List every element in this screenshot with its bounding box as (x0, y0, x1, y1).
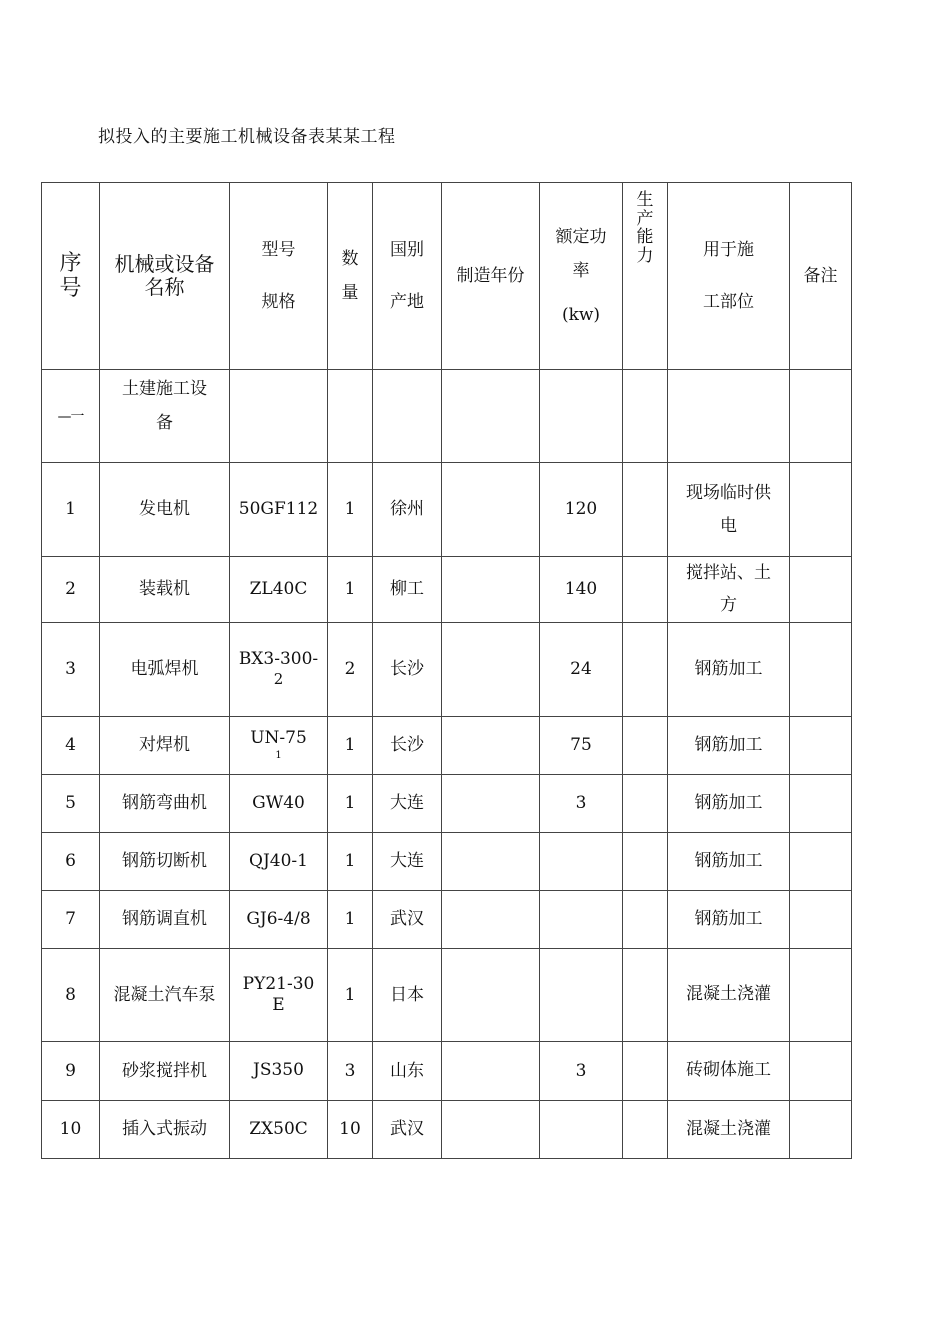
cell-remark (790, 1100, 852, 1158)
cell-remark (790, 1041, 852, 1100)
cell-no: 9 (42, 1041, 100, 1100)
table-row (42, 890, 852, 948)
cell-usage: 混凝土浇灌 (668, 948, 790, 1041)
cell-name: 装载机 (100, 557, 230, 623)
header-usage: 用于施 工部位 (668, 183, 790, 370)
cell-qty: 1 (328, 832, 373, 890)
cell-model: GW40 (230, 774, 328, 832)
cell-usage: 钢筋加工 (668, 832, 790, 890)
cell-year (442, 1041, 540, 1100)
cell-power: 75 (540, 716, 623, 774)
cell-usage: 搅拌站、土方 (668, 557, 790, 623)
cell-power (540, 890, 623, 948)
cell-name: 钢筋弯曲机 (100, 774, 230, 832)
section-row (42, 370, 852, 463)
cell-capacity (623, 1041, 668, 1100)
cell-power (540, 948, 623, 1041)
header-qty: 数量 (328, 183, 373, 370)
cell-model: BX3-300- 2 (230, 622, 328, 716)
cell-year (442, 557, 540, 623)
cell-usage: 混凝土浇灌 (668, 1100, 790, 1158)
cell-year (442, 890, 540, 948)
cell-origin: 柳工 (373, 557, 442, 623)
cell-year (442, 948, 540, 1041)
cell-model: QJ40-1 (230, 832, 328, 890)
cell-usage: 钢筋加工 (668, 774, 790, 832)
cell-no: 7 (42, 890, 100, 948)
cell-year (442, 832, 540, 890)
table-row (42, 832, 852, 890)
cell-model: UN-75 1 (230, 716, 328, 774)
cell-no: 1 (42, 463, 100, 557)
page-title: 拟投入的主要施工机械设备表某某工程 (98, 127, 396, 147)
cell-usage: 现场临时供电 (668, 463, 790, 557)
cell-origin: 长沙 (373, 716, 442, 774)
cell-remark (790, 557, 852, 623)
cell-model: JS350 (230, 1041, 328, 1100)
cell-power (540, 1100, 623, 1158)
cell-capacity (623, 557, 668, 623)
header-name: 机械或设备名称 (100, 183, 230, 370)
cell-power: 120 (540, 463, 623, 557)
cell-no: 4 (42, 716, 100, 774)
header-origin: 国别 产地 (373, 183, 442, 370)
cell-model: 50GF112 (230, 463, 328, 557)
cell-qty: 1 (328, 463, 373, 557)
cell-origin: 大连 (373, 832, 442, 890)
cell-year (442, 1100, 540, 1158)
cell-model: ZL40C (230, 557, 328, 623)
cell-qty: 1 (328, 774, 373, 832)
cell-usage: 钢筋加工 (668, 716, 790, 774)
cell-remark (790, 832, 852, 890)
cell-usage: 砖砌体施工 (668, 1041, 790, 1100)
cell-name: 钢筋切断机 (100, 832, 230, 890)
cell-name: 钢筋调直机 (100, 890, 230, 948)
table-row (42, 622, 852, 716)
table-row (42, 463, 852, 557)
table-row (42, 1041, 852, 1100)
cell-remark (790, 890, 852, 948)
header-power: 额定功 率 (kw) (540, 183, 623, 370)
cell-year (442, 622, 540, 716)
cell-remark (790, 716, 852, 774)
section-name: 土建施工设 备 (100, 370, 230, 463)
cell-model: PY21-30E (230, 948, 328, 1041)
cell-usage: 钢筋加工 (668, 622, 790, 716)
header-year: 制造年份 (442, 183, 540, 370)
cell-name: 对焊机 (100, 716, 230, 774)
cell-qty: 10 (328, 1100, 373, 1158)
header-remark: 备注 (790, 183, 852, 370)
table-row (42, 716, 852, 774)
cell-name: 电弧焊机 (100, 622, 230, 716)
cell-usage: 钢筋加工 (668, 890, 790, 948)
cell-power: 3 (540, 774, 623, 832)
cell-no: 5 (42, 774, 100, 832)
cell-power: 24 (540, 622, 623, 716)
cell-capacity (623, 463, 668, 557)
cell-origin: 徐州 (373, 463, 442, 557)
cell-name: 砂浆搅拌机 (100, 1041, 230, 1100)
cell-remark (790, 948, 852, 1041)
cell-capacity (623, 1100, 668, 1158)
cell-remark (790, 463, 852, 557)
cell-capacity (623, 890, 668, 948)
cell-qty: 1 (328, 890, 373, 948)
section-serial: —一 (42, 370, 100, 463)
header-capacity: 生产能力 (623, 183, 668, 370)
cell-no: 3 (42, 622, 100, 716)
cell-year (442, 463, 540, 557)
cell-qty: 1 (328, 557, 373, 623)
cell-origin: 大连 (373, 774, 442, 832)
table-row (42, 948, 852, 1041)
cell-remark (790, 774, 852, 832)
cell-capacity (623, 832, 668, 890)
cell-qty: 3 (328, 1041, 373, 1100)
equipment-table (41, 182, 852, 1159)
table-row (42, 557, 852, 623)
cell-capacity (623, 948, 668, 1041)
cell-qty: 1 (328, 948, 373, 1041)
cell-origin: 日本 (373, 948, 442, 1041)
cell-capacity (623, 716, 668, 774)
cell-power (540, 832, 623, 890)
header-serial: 序号 (42, 183, 100, 370)
cell-capacity (623, 622, 668, 716)
cell-name: 插入式振动 (100, 1100, 230, 1158)
cell-power: 140 (540, 557, 623, 623)
cell-qty: 1 (328, 716, 373, 774)
cell-origin: 山东 (373, 1041, 442, 1100)
cell-origin: 武汉 (373, 1100, 442, 1158)
header-model: 型号 规格 (230, 183, 328, 370)
header-row (42, 183, 852, 370)
cell-origin: 长沙 (373, 622, 442, 716)
cell-year (442, 716, 540, 774)
cell-no: 10 (42, 1100, 100, 1158)
cell-name: 发电机 (100, 463, 230, 557)
cell-no: 6 (42, 832, 100, 890)
cell-name: 混凝土汽车泵 (100, 948, 230, 1041)
cell-power: 3 (540, 1041, 623, 1100)
cell-no: 2 (42, 557, 100, 623)
cell-no: 8 (42, 948, 100, 1041)
cell-model: ZX50C (230, 1100, 328, 1158)
cell-qty: 2 (328, 622, 373, 716)
cell-model: GJ6-4/8 (230, 890, 328, 948)
table-row (42, 1100, 852, 1158)
table-row (42, 774, 852, 832)
cell-capacity (623, 774, 668, 832)
cell-year (442, 774, 540, 832)
cell-origin: 武汉 (373, 890, 442, 948)
cell-remark (790, 622, 852, 716)
